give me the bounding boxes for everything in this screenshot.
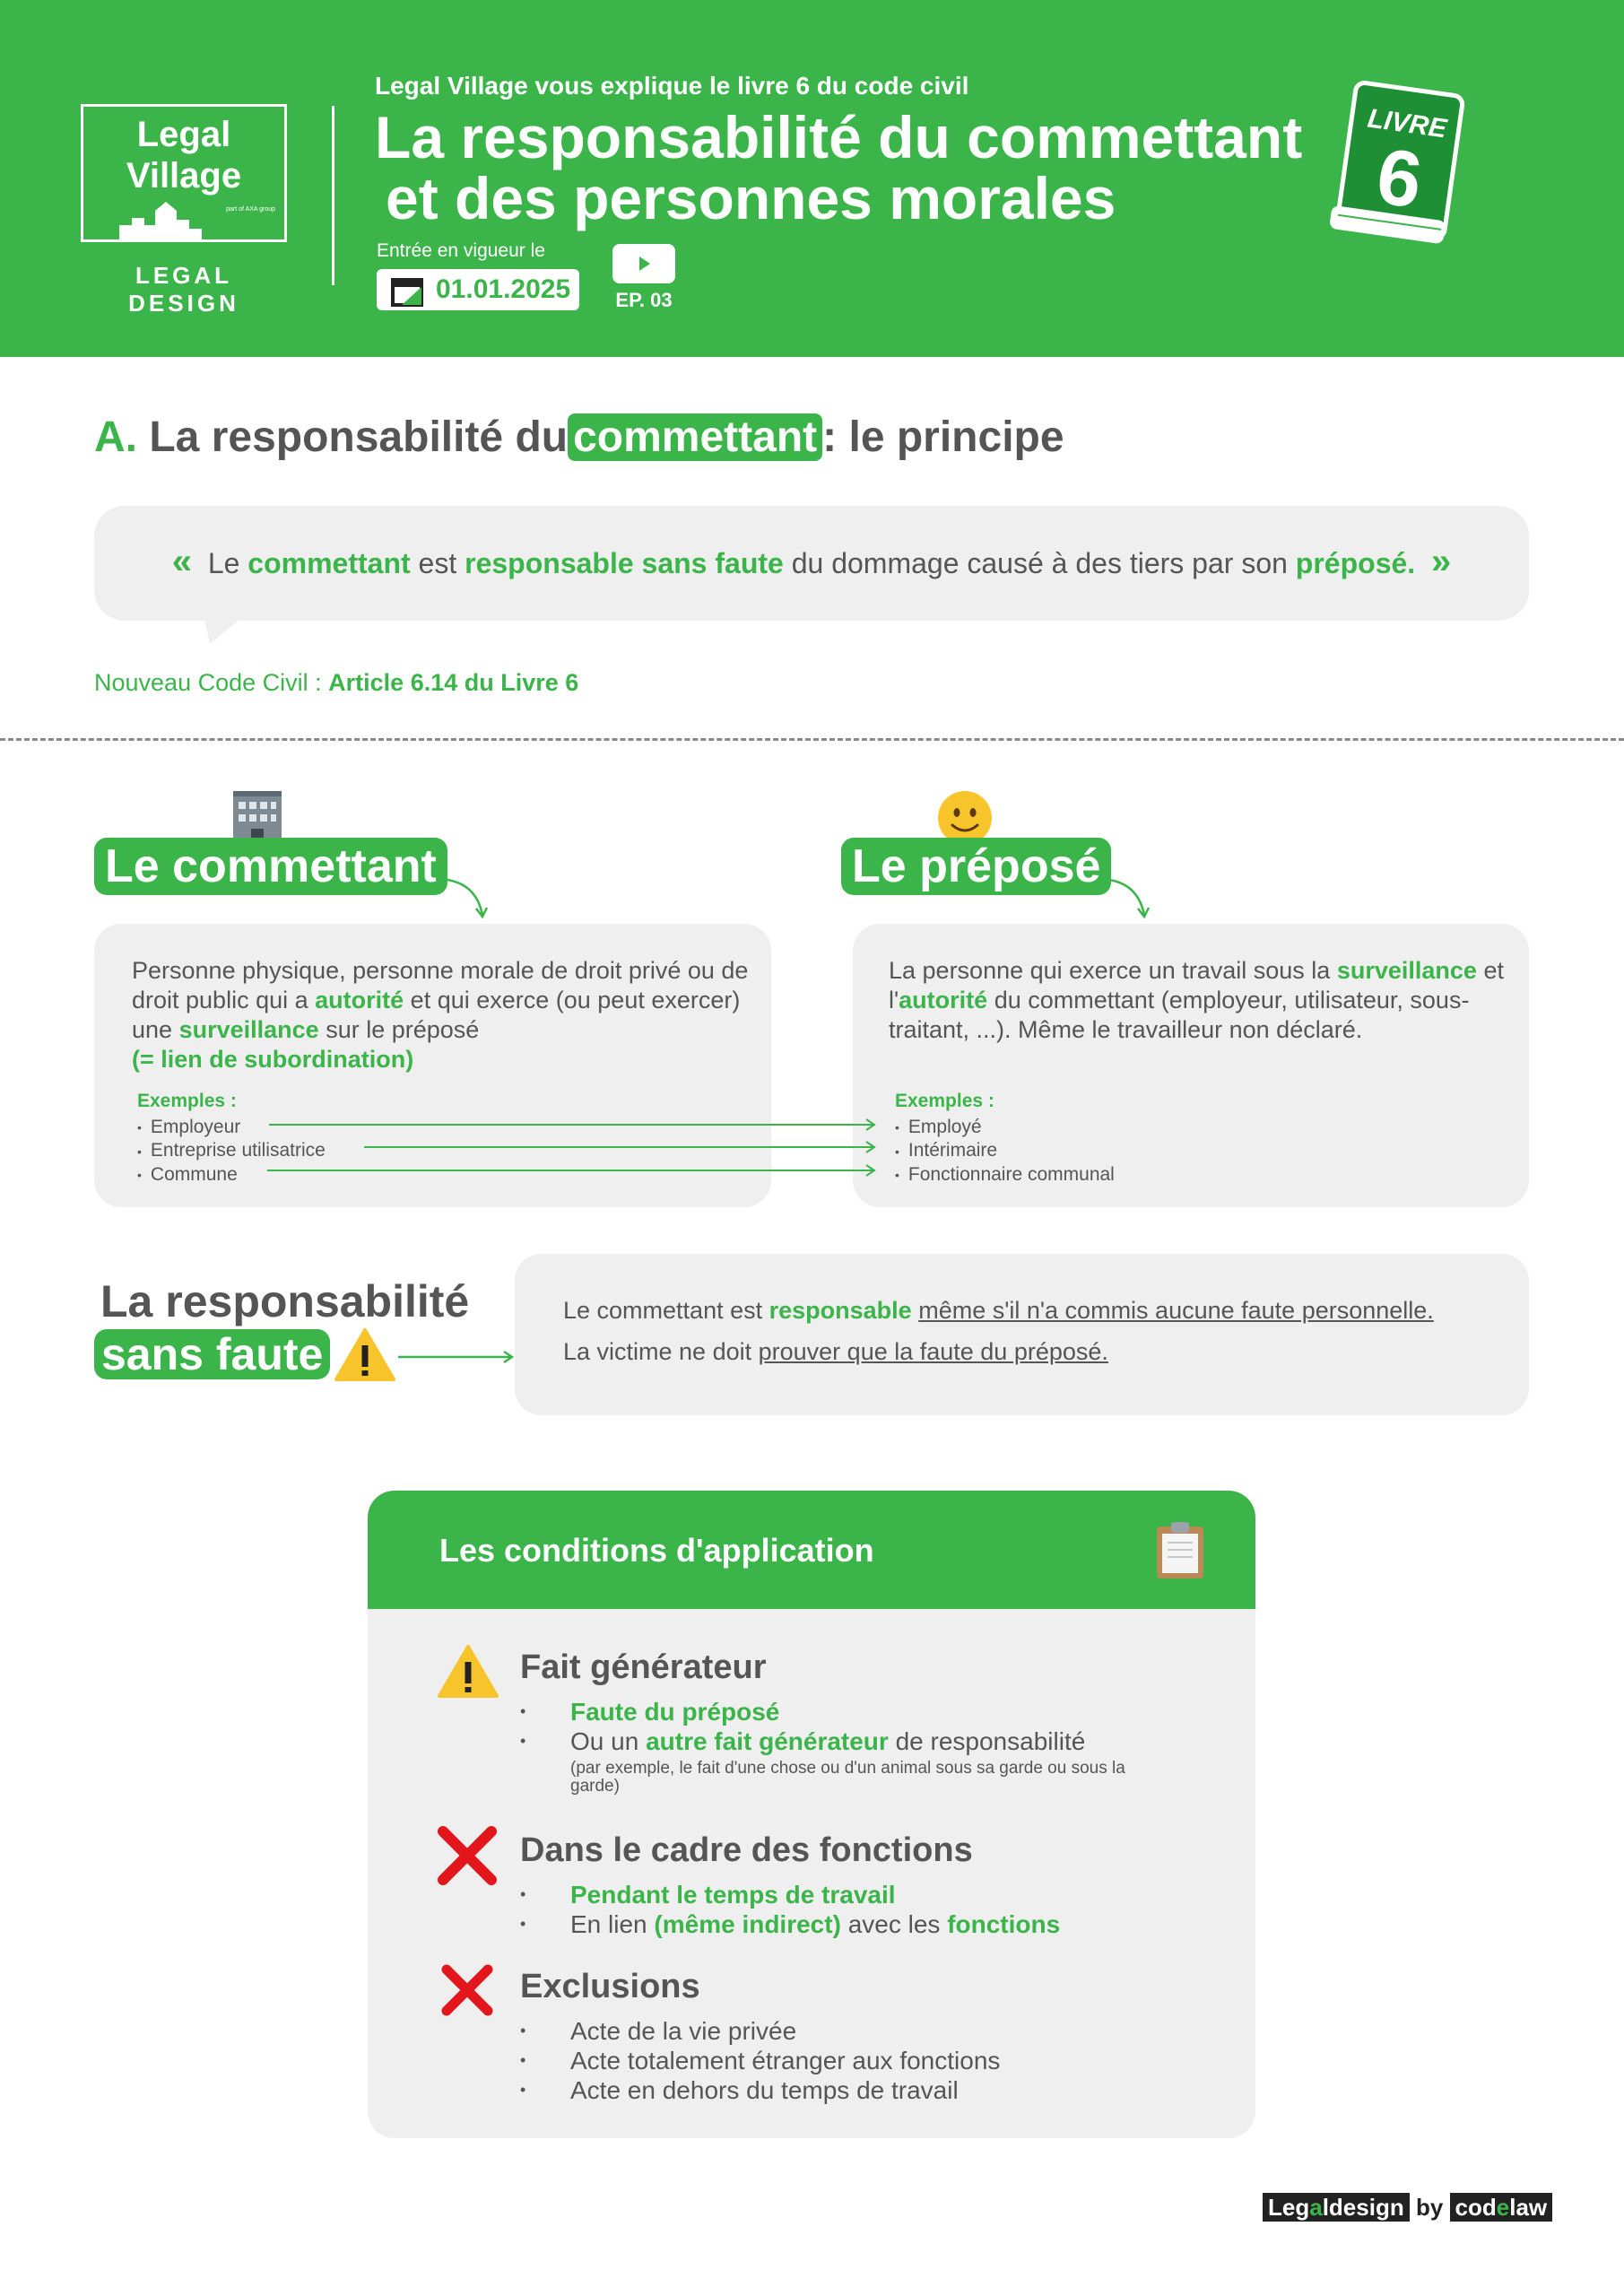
fait-generateur-list — [520, 1697, 1126, 1796]
list-item: • En lien (même indirect) avec les fonctions — [520, 1909, 1060, 1939]
page-title-line2: et des personnes morales — [386, 165, 1116, 231]
list-item: • Intérimaire — [895, 1139, 1115, 1162]
fait-note: (par exemple, le fait d'une chose ou d'un animal sous sa garde ou sous la garde) — [570, 1759, 1125, 1796]
page-title-line1: La responsabilité du commettant — [375, 104, 1303, 170]
open-quote-icon: « — [171, 542, 193, 581]
list-item: • Fonctionnaire communal — [895, 1163, 1115, 1187]
conditions-header — [368, 1491, 1255, 1609]
logo-line2: Village — [126, 156, 242, 196]
logo-tagline: part of AXA group — [226, 206, 275, 213]
clipboard-icon — [1153, 1519, 1207, 1580]
sans-faute-card — [515, 1254, 1529, 1415]
principle-quote: « Le commettant est responsable sans faute du dommage causé à des tiers par son préposé. » — [171, 542, 1452, 581]
warning-icon — [334, 1327, 396, 1383]
list-item: • Entreprise utilisatrice — [137, 1139, 326, 1162]
cross-icon — [439, 1962, 495, 2018]
section-title-after: : le principe — [822, 413, 1064, 461]
commettant-description: Personne physique, personne morale de droit privé ou de droit public qui a autorité et qui exerce (ou peut exercer) une surveillance sur le préposé (= lien de subordination) — [132, 957, 749, 1073]
entry-date: 01.01.2025 — [436, 274, 571, 304]
sans-faute-line1: Le commettant est responsable même s'il n'a commis aucune faute personnelle. — [563, 1297, 1434, 1324]
commettant-label: Le commettant — [94, 838, 447, 895]
list-item: • Acte en dehors du temps de travail — [520, 2075, 1000, 2105]
cadre-fonctions-list — [520, 1880, 1060, 1939]
arrow-right-icon — [396, 1349, 515, 1365]
section-title-highlight: commettant — [568, 413, 822, 461]
legal-design-label: LEGAL DESIGN — [128, 262, 239, 317]
book-word: LIVRE — [1366, 103, 1449, 144]
article-reference: Article 6.14 du Livre 6 — [328, 669, 579, 696]
cross-icon — [436, 1824, 499, 1887]
conditions-box — [368, 1491, 1255, 2138]
warning-icon — [436, 1643, 500, 1700]
legaldesign-logo: Legaldesign — [1263, 2193, 1410, 2222]
book-number: 6 — [1371, 130, 1428, 225]
list-item: • Pendant le temps de travail — [520, 1880, 1060, 1909]
list-item: • Employé — [895, 1116, 1115, 1139]
fait-generateur-heading: Fait générateur — [520, 1648, 767, 1686]
entry-label: Entrée en vigueur le — [377, 240, 545, 261]
prepose-label: Le préposé — [841, 838, 1111, 895]
exclusions-heading: Exclusions — [520, 1968, 700, 2005]
list-item: • Employeur — [137, 1116, 326, 1139]
examples-title: Exemples : — [895, 1091, 994, 1111]
sans-faute-subtitle-row — [94, 1329, 330, 1379]
sans-faute-highlight: sans faute — [94, 1329, 330, 1379]
prepose-description: La personne qui exerce un travail sous la surveillance et l'autorité du commettant (employeur, utilisateur, sous-traitant, ...). Même le travailleur non déclaré. — [889, 957, 1504, 1043]
list-item: • Ou un autre fait générateur de responsabilité (par exemple, le fait d'une chose ou d'un animal sous sa garde ou sous la garde) — [520, 1726, 1126, 1796]
logo-line1: Legal — [136, 115, 231, 154]
exclusions-list — [520, 2016, 1000, 2105]
conditions-title: Les conditions d'application — [439, 1532, 874, 1569]
list-item: • Acte de la vie privée — [520, 2016, 1000, 2046]
list-item: • Faute du préposé — [520, 1697, 1126, 1726]
sans-faute-line2: La victime ne doit prouver que la faute du préposé. — [563, 1338, 1108, 1365]
header-kicker: Legal Village vous explique le livre 6 du code civil — [375, 72, 969, 100]
close-quote-icon: » — [1430, 542, 1452, 581]
sans-faute-title: La responsabilité — [100, 1276, 470, 1326]
footer-brand: Legaldesign by codelaw — [1263, 2194, 1552, 2222]
list-item: • Commune — [137, 1163, 326, 1187]
codelaw-logo: codelaw — [1450, 2193, 1553, 2222]
section-letter: A. — [94, 413, 137, 461]
section-title-before: La responsabilité du — [149, 413, 569, 461]
cadre-fonctions-heading: Dans le cadre des fonctions — [520, 1831, 973, 1869]
examples-title: Exemples : — [137, 1091, 237, 1111]
code-reference: Nouveau Code Civil : Article 6.14 du Livre 6 — [94, 669, 579, 696]
list-item: • Acte totalement étranger aux fonctions — [520, 2046, 1000, 2075]
episode-label: EP. 03 — [615, 289, 673, 311]
